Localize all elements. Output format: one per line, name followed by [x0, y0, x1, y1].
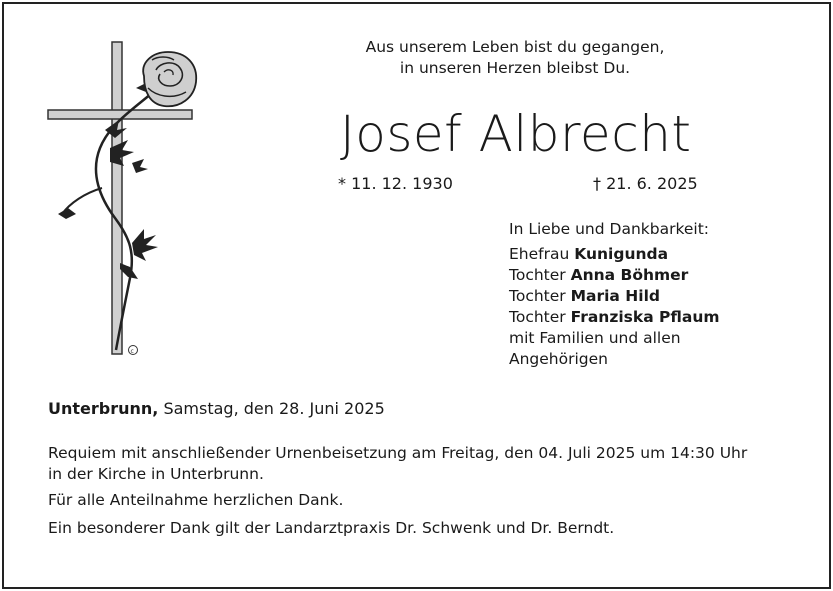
cross-with-rose-icon	[40, 38, 200, 358]
motto-line-2: in unseren Herzen bleibst Du.	[399, 59, 631, 77]
deceased-name: Josef Albrecht	[340, 105, 692, 163]
family-intro: In Liebe und Dankbarkeit:	[509, 220, 710, 238]
svg-text:c: c	[130, 348, 134, 355]
requiem-note	[48, 443, 747, 485]
special-thanks-note: Ein besonderer Dank gilt der Landarztpraxis Dr. Schwenk und Dr. Berndt.	[48, 519, 615, 537]
birth-date: * 11. 12. 1930	[338, 174, 453, 193]
family-extra-2: Angehörigen	[509, 350, 608, 368]
family-member: Tochter Maria Hild	[509, 287, 660, 305]
requiem-line-1: Requiem mit anschließender Urnenbeisetzung am Freitag, den 04. Juli 2025 um 14:30 Uhr	[48, 444, 748, 462]
notice-date: Samstag, den 28. Juni 2025	[163, 399, 385, 418]
motto	[330, 37, 700, 79]
thanks-note: Für alle Anteilnahme herzlichen Dank.	[48, 491, 344, 509]
family-extra-1: mit Familien und allen	[509, 329, 681, 347]
family-member: Tochter Franziska Pflaum	[509, 308, 720, 326]
motto-line-1: Aus unserem Leben bist du gegangen,	[365, 38, 665, 56]
family-member: Ehefrau Kunigunda	[509, 245, 669, 263]
place-town: Unterbrunn,	[48, 399, 159, 418]
requiem-line-2: in der Kirche in Unterbrunn.	[48, 465, 264, 483]
place-date	[48, 399, 385, 418]
family-member: Tochter Anna Böhmer	[509, 266, 689, 284]
family-list	[509, 219, 720, 370]
death-date: † 21. 6. 2025	[593, 174, 698, 193]
